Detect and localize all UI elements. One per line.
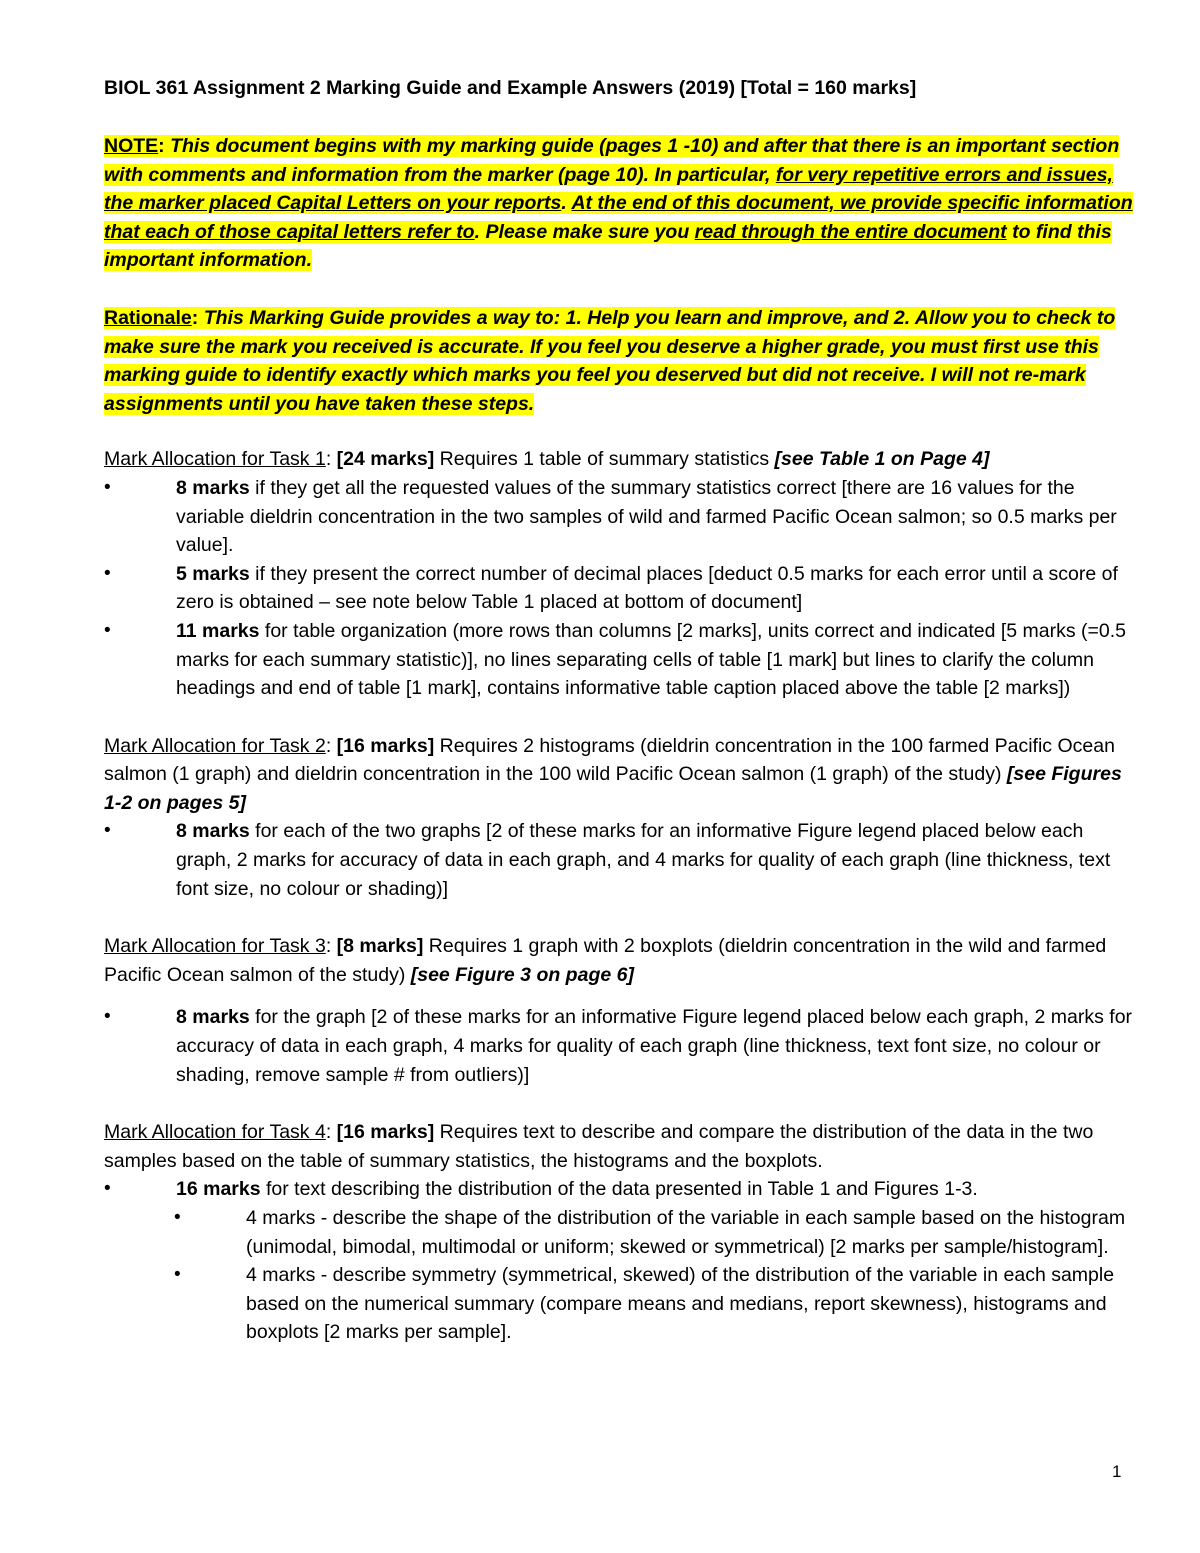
bullet-text: for each of the two graphs [2 of these marks for an informative Figure legend placed below each graph, 2 marks for accuracy of data in each graph, and 4 marks for quality of each graph (line thickness, text font size, no colour or shading)] [176, 820, 1111, 900]
bullet-glyph: • [104, 820, 111, 842]
note-label: NOTE [104, 135, 159, 157]
rationale-colon: : [191, 306, 199, 329]
task2-lead: Mark Allocation for Task 2 [104, 734, 326, 757]
bullet-marks: 8 marks [176, 820, 250, 843]
bullet-glyph: • [104, 619, 111, 641]
note-text-2: . [561, 192, 572, 215]
task3-marks: [8 marks] [331, 935, 424, 958]
note-underlined-3: read through the entire document [694, 220, 1007, 243]
note-colon: : [158, 135, 165, 157]
bullet-glyph: • [174, 1207, 181, 1228]
bullet-marks: 8 marks [176, 476, 250, 499]
note-underlined-1: for very repetitive errors and issues, the marker placed Capital Letters on your reports [104, 163, 1113, 215]
note-paragraph [104, 132, 1134, 275]
task2-colon: : [325, 734, 332, 757]
sub-bullet-text: 4 marks - describe the shape of the distribution of the variable in each sample based on the histogram (unimodal, bimodal, multimodal or uniform; skewed or symmetrical) [2 marks per sample/histogram]. [246, 1207, 1126, 1258]
bullet-marks: 8 marks [176, 1006, 250, 1029]
bullet-glyph: • [104, 562, 111, 584]
task1-bullet-3 [104, 617, 1134, 703]
rationale-label: Rationale [104, 306, 192, 329]
sub-bullet-text: 4 marks - describe symmetry (symmetrical, skewed) of the distribution of the variable in each sample based on the numerical summary (compare means and medians, report skewness), histograms and boxplots [2 marks per sample]. [246, 1264, 1115, 1344]
bullet-marks: 11 marks [176, 619, 260, 642]
task1-marks: [24 marks] [331, 448, 435, 471]
task1-lead: Mark Allocation for Task 1 [104, 448, 326, 471]
bullet-marks: 16 marks [176, 1178, 261, 1201]
task3-heading [104, 932, 1134, 989]
task2-marks: [16 marks] [331, 734, 435, 757]
task2-ref: [see Figures 1-2 on pages 5] [104, 763, 1122, 814]
note-text-1: This document begins with my marking guide (pages 1 -10) and after that there is an important section with comments and information from the marker (page 10). In particular, [104, 135, 1120, 186]
task4-sub-bullet-1 [104, 1204, 1134, 1261]
task4-bullet-1 [104, 1175, 1134, 1204]
bullet-glyph: • [104, 476, 111, 498]
task3-ref: [see Figure 3 on page 6] [410, 963, 634, 986]
task1-desc: Requires 1 table of summary statistics [434, 448, 775, 471]
task4-marks: [16 marks] [331, 1121, 435, 1144]
task1-heading [104, 445, 1134, 474]
task4-heading [104, 1118, 1134, 1175]
bullet-text: for the graph [2 of these marks for an informative Figure legend placed below each graph, 2 marks for accuracy of data in each graph, 4 marks for quality of each graph (line thickness, text font size, no colour or shading, remove sample # from outliers)] [176, 1006, 1133, 1086]
task3-bullet-1 [104, 1003, 1134, 1089]
task3-desc: Requires 1 graph with 2 boxplots (dieldrin concentration in the wild and farmed Pacific Ocean salmon of the study) [104, 935, 1107, 986]
note-text-4: to find this important information. [104, 220, 1112, 272]
task2-bullet-1 [104, 817, 1134, 903]
document-page [104, 74, 1134, 1347]
task1-bullet-2 [104, 560, 1134, 617]
note-underlined-2: At the end of this document, we provide specific information that each of those capital letters refer to [104, 192, 1133, 243]
bullet-glyph: • [104, 1006, 111, 1028]
rationale-text: This Marking Guide provides a way to: 1. Help you learn and improve, and 2. Allow you to check to make sure the mark you received is accurate. If you feel you deserve a higher grade, you must first use this marking guide to identify exactly which marks you feel you deserved but did not receive. I will not re-mark assignments until you have taken these steps. [104, 306, 1116, 415]
document-title: BIOL 361 Assignment 2 Marking Guide and Example Answers (2019) [Total = 160 marks] [104, 77, 917, 99]
page-number: 1 [1112, 1462, 1122, 1481]
bullet-text: if they get all the requested values of the summary statistics correct [there are 16 values for the variable dieldrin concentration in the two samples of wild and farmed Pacific Ocean salmon; so 0.5 marks per value]. [176, 476, 1117, 557]
task4-lead: Mark Allocation for Task 4 [104, 1121, 326, 1144]
bullet-glyph: • [104, 1178, 111, 1200]
task2-heading [104, 732, 1134, 818]
bullet-text: for text describing the distribution of the data presented in Table 1 and Figures 1-3. [260, 1178, 978, 1201]
task4-colon: : [325, 1121, 332, 1144]
task2-desc: Requires 2 histograms (dieldrin concentration in the 100 farmed Pacific Ocean salmon (1 graph) and dieldrin concentration in the 100 wild Pacific Ocean salmon (1 graph) of the study) [104, 734, 1115, 786]
task3-colon: : [325, 935, 332, 958]
task3-lead: Mark Allocation for Task 3 [104, 935, 326, 958]
bullet-text: for table organization (more rows than columns [2 marks], units correct and indicated [5 marks (=0.5 marks for each summary statistic)], no lines separating cells of table [1 mark] but lines to clarify the column headings and end of table [1 mark], contains informative table caption placed above the table [2 marks]) [176, 619, 1127, 700]
bullet-marks: 5 marks [176, 562, 250, 585]
task4-sub-bullet-2 [104, 1261, 1134, 1347]
task1-colon: : [325, 448, 332, 471]
rationale-paragraph [104, 304, 1134, 418]
bullet-glyph: • [174, 1264, 181, 1286]
task4-desc: Requires text to describe and compare the distribution of the data in the two samples based on the table of summary statistics, the histograms and the boxplots. [104, 1121, 1094, 1172]
task1-bullet-1 [104, 474, 1134, 560]
bullet-text: if they present the correct number of decimal places [deduct 0.5 marks for each error until a score of zero is obtained – see note below Table 1 placed at bottom of document] [176, 562, 1118, 614]
task1-ref: [see Table 1 on Page 4] [774, 448, 990, 471]
note-text-3: . Please make sure you [474, 220, 695, 243]
